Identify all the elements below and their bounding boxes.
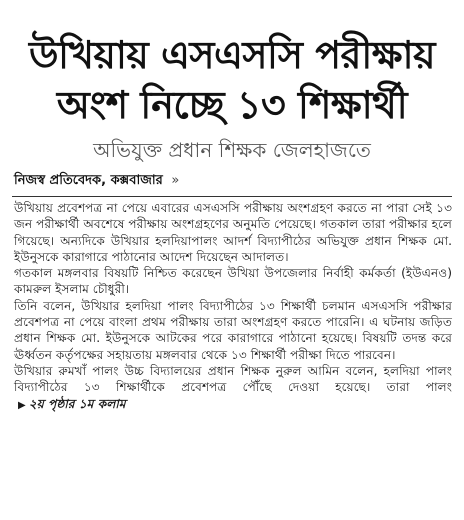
headline	[0, 0, 464, 130]
article-paragraph-4	[14, 363, 452, 414]
headline-line-2: অংশ নিচ্ছে ১৩ শিক্ষার্থী	[56, 83, 408, 127]
article-paragraph-2: গতকাল মঙ্গলবার বিষয়টি নিশ্চিত করেছেন উখিয়া উপজেলার নির্বাহী কর্মকর্তা (ইউএনও) কামরুল ইসলাম চৌধুরী।	[14, 266, 452, 297]
byline-chevron-icon: »	[171, 173, 180, 188]
jump-arrow-icon: ▶	[18, 399, 26, 411]
byline-text: নিজস্ব প্রতিবেদক, কক্সবাজার	[14, 173, 163, 188]
byline-divider	[12, 196, 452, 197]
article-body	[14, 200, 452, 414]
byline	[14, 172, 464, 190]
jump-text: ২য় পৃষ্ঠার ১ম কলাম	[28, 396, 126, 411]
headline-line-1: উখিয়ায় এসএসসি পরীক্ষায়	[29, 33, 435, 77]
article-paragraph-1: উখিয়ায় প্রবেশপত্র না পেয়ে এবারের এসএসসি পরীক্ষায় অংশগ্রহণ করতে না পারা সেই ১৩ জন পরীক্ষার্থী অবশেষে পরীক্ষায় অংশগ্রহণের অনুমতি পেয়েছে। গতকাল তারা পরীক্ষার হলে গিয়েছে। অন্যদিকে উখিয়ার হলদিয়াপালং আদর্শ বিদ্যাপীঠের অভিযুক্ত প্রধান শিক্ষক মো. ইউনুসকে কারাগারে পাঠানোর আদেশ দিয়েছেন আদালত।	[14, 201, 452, 264]
continuation-jump	[14, 397, 126, 411]
article-paragraph-3: তিনি বলেন, উখিয়ার হলদিয়া পালং বিদ্যাপীঠের ১৩ শিক্ষার্থী চলমান এসএসসি পরীক্ষার প্রবেশপত্র না পেয়ে বাংলা প্রথম পরীক্ষায় তারা অংশগ্রহণ করতে পারেনি। এ ঘটনায় জড়িত প্রধান শিক্ষক মো. ইউনুসকে আটকের পরে কারাগারে পাঠানো হয়েছে। বিষয়টি তদন্ত করে ঊর্ধ্বতন কর্তৃপক্ষের সহায়তায় মঙ্গলবার থেকে ১৩ শিক্ষার্থী পরীক্ষা দিতে পারবেন।	[14, 298, 452, 362]
subheadline: অভিযুক্ত প্রধান শিক্ষক জেলহাজতে	[93, 138, 371, 162]
article-paragraph-4-text: উখিয়ার রুমখাঁ পালং উচ্চ বিদ্যালয়ের প্রধান শিক্ষক নুরুল আমিন বলেন, হলদিয়া পালং বিদ্যাপীঠের ১৩ শিক্ষার্থীকে প্রবেশপত্র পৌঁছে দেওয়া হয়েছে। তারা পালং	[14, 363, 452, 395]
